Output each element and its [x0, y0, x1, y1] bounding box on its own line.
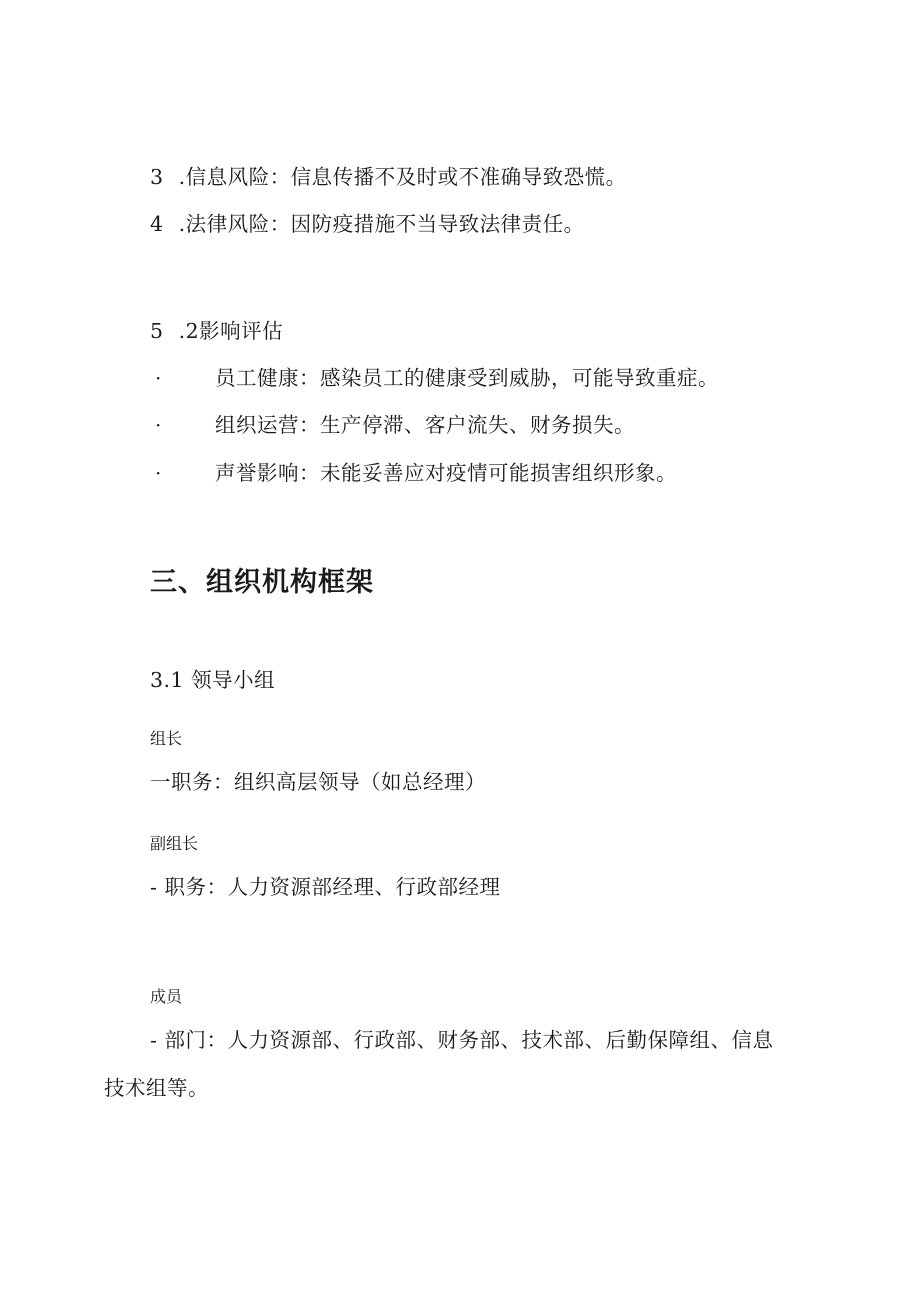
bullet-dot: · [155, 413, 162, 437]
leader-label: 组长 [150, 729, 183, 748]
risk-item-text: .信息风险：信息传播不及时或不准确导致恐慌。 [178, 165, 627, 189]
impact-item-employee-health: 员工健康：感染员工的健康受到威胁，可能导致重症。 [215, 366, 719, 390]
risk-item-number: 3 [150, 165, 164, 189]
section-heading: 三、组织机构框架 [150, 567, 374, 598]
member-departments-line2: 技术组等。 [104, 1076, 209, 1100]
bullet-dot: · [155, 366, 162, 390]
bullet-dot: · [155, 461, 162, 485]
impact-heading-number: 5 [150, 319, 164, 343]
impact-heading [150, 321, 283, 342]
risk-item-number: 4 [150, 212, 164, 236]
deputy-label: 副组长 [150, 834, 199, 853]
deputy-duty: - 职务：人力资源部经理、行政部经理 [150, 875, 501, 899]
leader-duty: 一职务：组织高层领导（如总经理） [150, 770, 486, 794]
impact-item-operations: 组织运营：生产停滞、客户流失、财务损失。 [215, 413, 635, 437]
subsection-heading: 3.1 领导小组 [150, 668, 276, 692]
risk-item-text: .法律风险：因防疫措施不当导致法律责任。 [178, 212, 585, 236]
risk-item-legal [150, 214, 585, 235]
member-label: 成员 [150, 987, 183, 1006]
impact-heading-title: .2影响评估 [178, 319, 284, 343]
risk-item-information [150, 167, 627, 188]
member-departments-line1: - 部门：人力资源部、行政部、财务部、技术部、后勤保障组、信息 [150, 1028, 774, 1052]
impact-item-reputation: 声誉影响：未能妥善应对疫情可能损害组织形象。 [215, 461, 677, 485]
